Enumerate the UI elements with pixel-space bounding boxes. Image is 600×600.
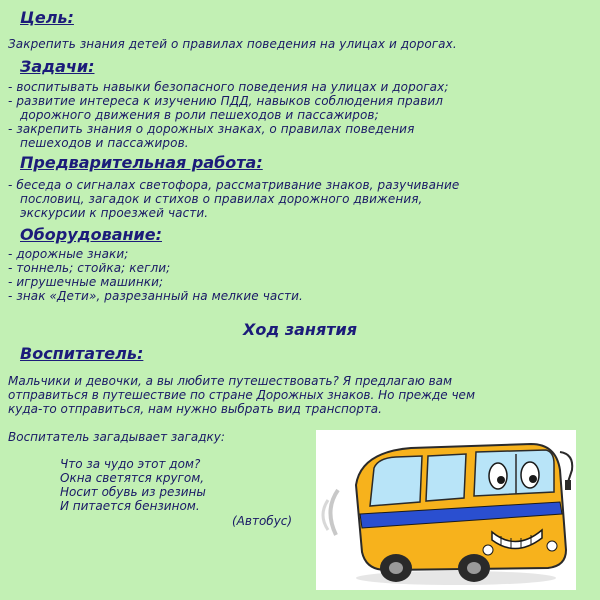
tasks-line: - воспитывать навыки безопасного поведения на улицах и дорогах;: [8, 80, 449, 94]
riddle-line: И питается бензином.: [60, 499, 200, 513]
goal-heading: Цель:: [20, 8, 74, 27]
tasks-line: - развитие интереса к изучению ПДД, навыков соблюдения правил: [8, 94, 444, 108]
teacher-heading: Воспитатель:: [20, 344, 144, 363]
equipment-line: - тоннель; стойка; кегли;: [8, 261, 171, 275]
cartoon-bus-icon: [316, 430, 576, 590]
equipment-heading: Оборудование:: [20, 225, 162, 244]
tasks-line: - закрепить знания о дорожных знаках, о правилах поведения: [8, 122, 415, 136]
riddle-line: Окна светятся кругом,: [60, 471, 205, 485]
preliminary-line: экскурсии к проезжей части.: [20, 206, 209, 220]
preliminary-line: - беседа о сигналах светофора, рассматривание знаков, разучивание: [8, 178, 460, 192]
riddle-line: Что за чудо этот дом?: [60, 457, 201, 471]
riddle-line: Носит обувь из резины: [60, 485, 206, 499]
intro-line: Мальчики и девочки, а вы любите путешествовать? Я предлагаю вам: [8, 374, 453, 388]
tasks-heading: Задачи:: [20, 57, 95, 76]
equipment-line: - игрушечные машинки;: [8, 275, 164, 289]
riddle-answer: (Автобус): [232, 514, 293, 528]
tasks-line: дорожного движения в роли пешеходов и пассажиров;: [20, 108, 379, 122]
riddle-intro: Воспитатель загадывает загадку:: [8, 430, 225, 444]
preliminary-heading: Предварительная работа:: [20, 153, 263, 172]
bus-illustration: [316, 430, 576, 590]
equipment-line: - знак «Дети», разрезанный на мелкие части.: [8, 289, 303, 303]
goal-text: Закрепить знания детей о правилах поведения на улицах и дорогах.: [8, 37, 457, 51]
equipment-line: - дорожные знаки;: [8, 247, 129, 261]
preliminary-line: пословиц, загадок и стихов о правилах дорожного движения,: [20, 192, 423, 206]
tasks-line: пешеходов и пассажиров.: [20, 136, 189, 150]
intro-line: отправиться в путешествие по стране Дорожных знаков. Но прежде чем: [8, 388, 475, 402]
lesson-title: Ход занятия: [243, 320, 357, 339]
intro-line: куда-то отправиться, нам нужно выбрать вид транспорта.: [8, 402, 382, 416]
